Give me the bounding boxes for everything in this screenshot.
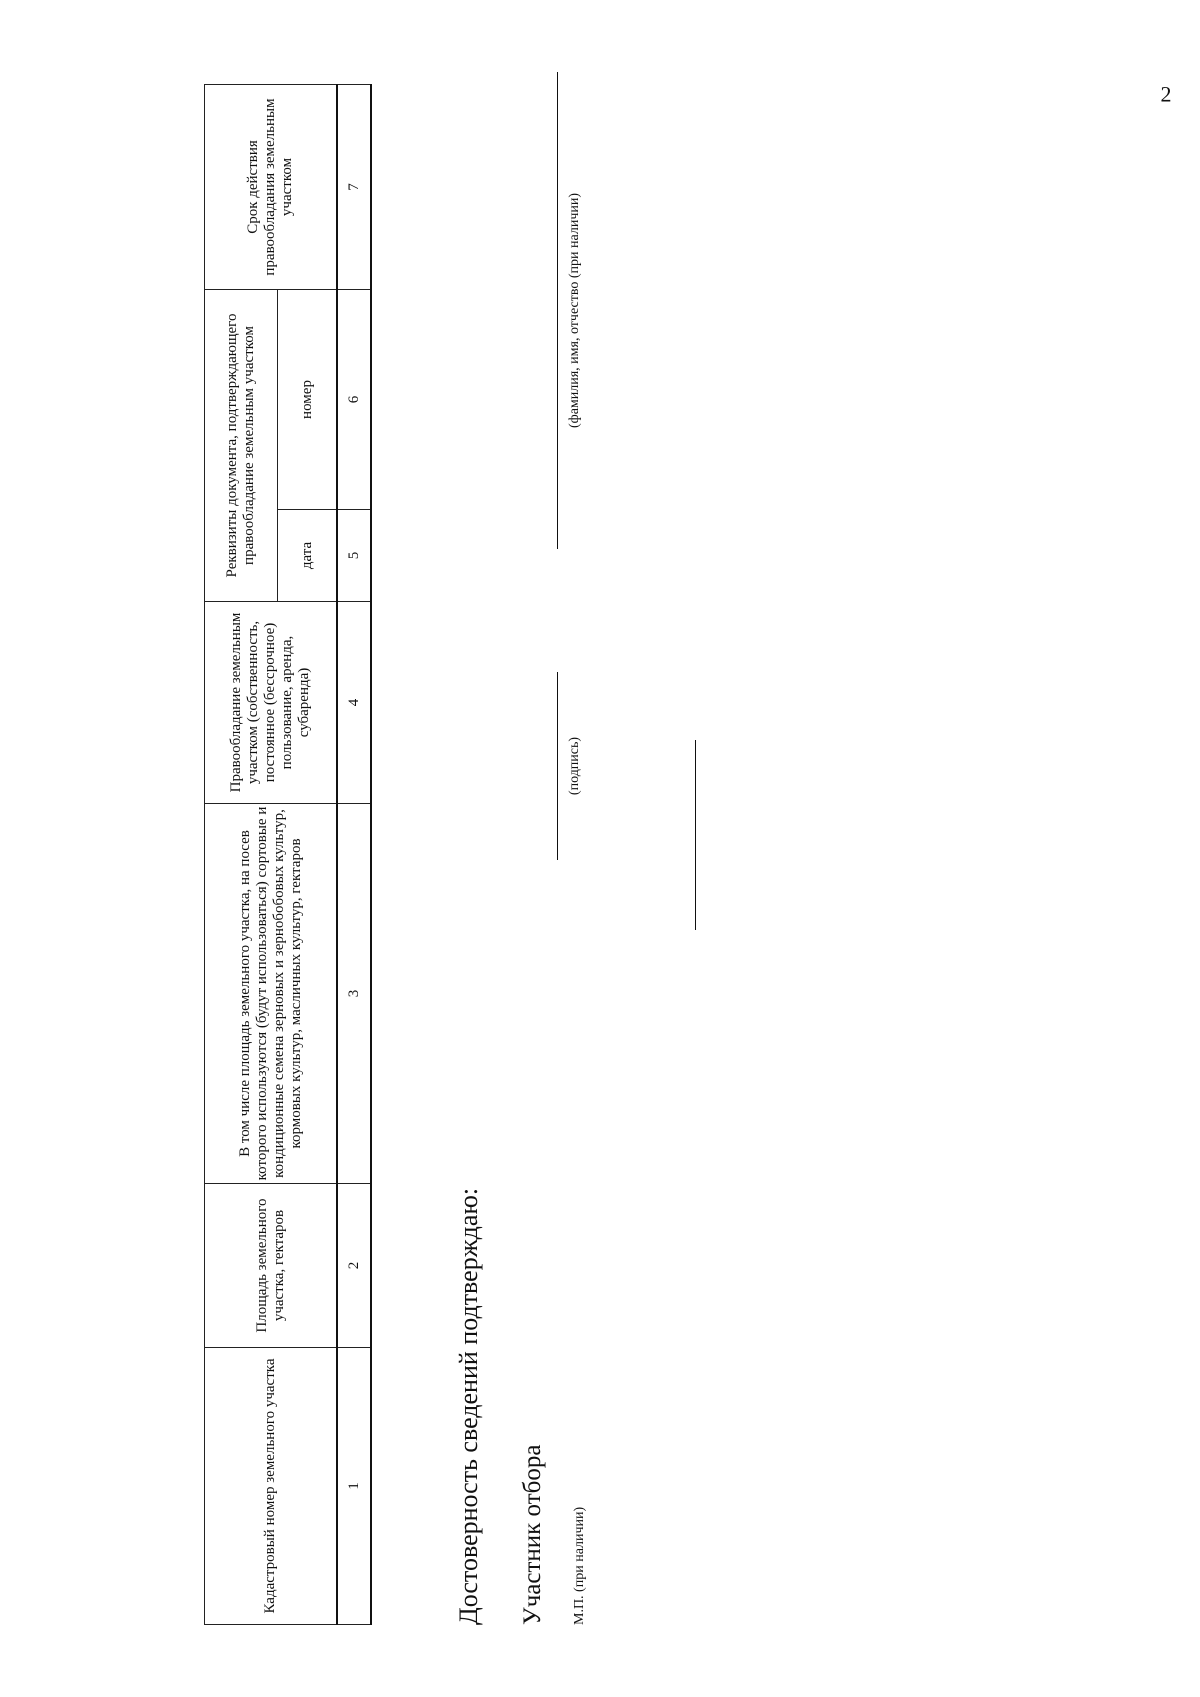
header-document-date: дата: [278, 510, 338, 602]
header-cadastral-number: Кадастровый номер земельного участка: [205, 1348, 338, 1625]
land-plot-table: [204, 84, 372, 1625]
header-ownership-term: Срок действия правообладания земельным участком: [205, 85, 338, 290]
participant-label: Участник отбора: [519, 1444, 546, 1625]
header-ownership: Правообладание земельным участком (собственность, постоянное (бессрочное) пользование, аренда, субаренда): [205, 602, 338, 804]
column-number: 4: [337, 602, 371, 804]
signature-line: [557, 672, 558, 860]
header-plot-area: Площадь земельного участка, гектаров: [205, 1184, 338, 1348]
stamp-label: М.П. (при наличии): [572, 1506, 587, 1625]
header-seeded-area: В том числе площадь земельного участка, на посев которого используются (будут использоваться) сортовые и кондиционные семена зерновых и зернобобовых культур, кормовых культур, масличных культур, гектаров: [205, 804, 338, 1184]
name-line: [557, 72, 558, 549]
signature-caption: (подпись): [567, 736, 582, 796]
page-number: 2: [1160, 81, 1172, 107]
header-document-number: номер: [278, 290, 338, 510]
column-number: 5: [337, 510, 371, 602]
column-number: 7: [337, 85, 371, 290]
header-document-details: Реквизиты документа, подтверждающего правообладание земельным участком: [205, 290, 278, 602]
extra-line: [695, 740, 696, 930]
column-numbers-row: [337, 85, 371, 1625]
column-number: 2: [337, 1184, 371, 1348]
column-number: 3: [337, 804, 371, 1184]
column-number: 1: [337, 1348, 371, 1625]
confirm-title: Достоверность сведений подтверждаю:: [454, 1187, 483, 1625]
column-number: 6: [337, 290, 371, 510]
name-caption: (фамилия, имя, отчество (при наличии): [567, 192, 582, 429]
